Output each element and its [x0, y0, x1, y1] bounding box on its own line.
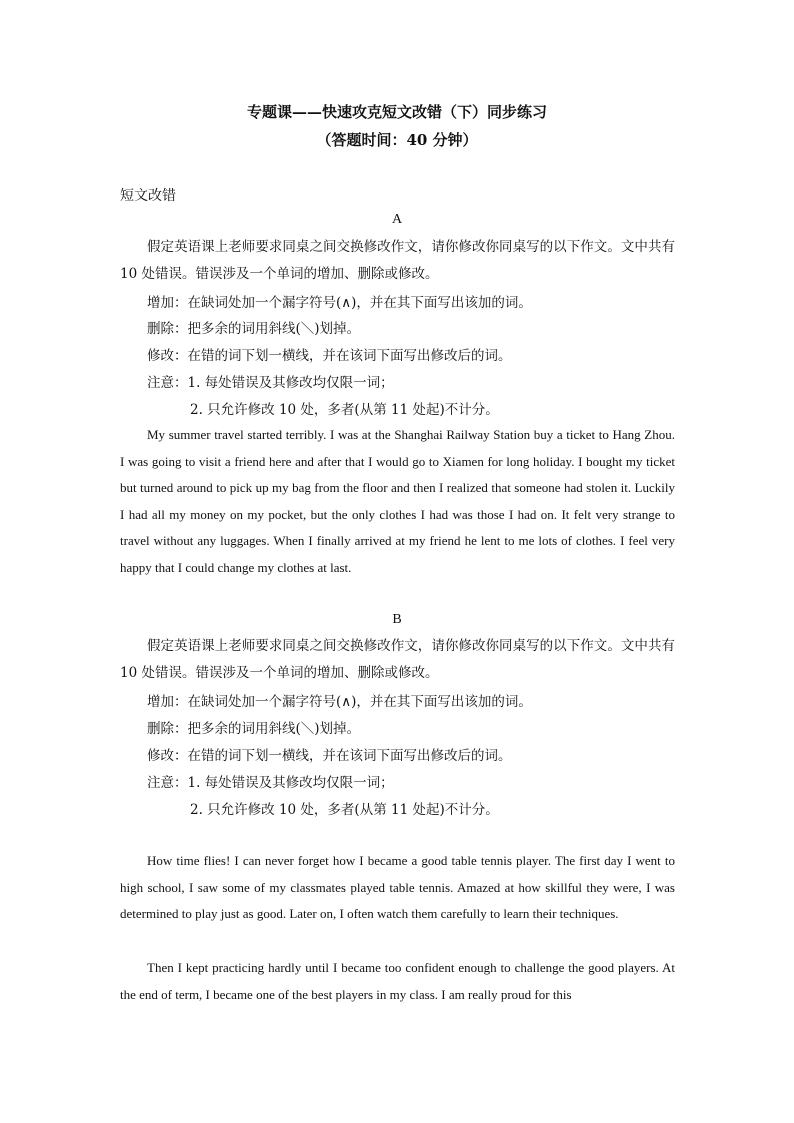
section-heading: 短文改错 [120, 188, 176, 204]
part-a-rule-modify: 修改：在错的词下划一横线，并在该词下面写出修改后的词。 [147, 348, 512, 364]
part-b-label: B [392, 612, 402, 627]
part-a-passage: My summer travel started terribly. I was at the Shanghai Railway Station buy a ticket to Hang Zhou. I was going to visit a friend here and after that I would go to Xiamen for long holiday. I bought my ticket but turned around to pick up my bag from the floor and then I realized that someone had stolen it. Luckily I had all my money on my pocket, but the only clothes I had was those I had on. It felt very strange to travel without any luggages. When I finally arrived at my friend he lent to me lots of clothes. I feel very happy that I could change my clothes at last. [120, 427, 675, 575]
part-b-note-1: 注意：1. 每处错误及其修改均仅限一词； [147, 775, 394, 791]
part-b-rule-add: 增加：在缺词处加一个漏字符号(∧)，并在其下面写出该加的词。 [147, 694, 532, 710]
part-b-rule-delete: 删除：把多余的词用斜线(＼)划掉。 [147, 721, 361, 737]
part-a-note-1: 注意：1. 每处错误及其修改均仅限一词； [147, 375, 394, 391]
part-b-passage-paragraph-1: How time flies! I can never forget how I became a good table tennis player. The first day I went to high school, I saw some of my classmates played table tennis. Amazed at how skillful they were, I was determined to play just as good. Later on, I often watch them carefully to learn their techniques. [120, 853, 675, 922]
part-a-rule-add: 增加：在缺词处加一个漏字符号(∧)，并在其下面写出该加的词。 [147, 295, 532, 311]
page-subtitle: （答题时间：40 分钟） [316, 131, 478, 149]
part-a-rule-delete: 删除：把多余的词用斜线(＼)划掉。 [147, 321, 361, 337]
part-b-note-2: 2. 只允许修改 10 处，多者(从第 11 处起)不计分。 [190, 802, 499, 818]
part-a-label: A [391, 212, 403, 227]
part-b-instructions: 假定英语课上老师要求同桌之间交换修改作文，请你修改你同桌写的以下作文。文中共有 10 处错误。错误涉及一个单词的增加、删除或修改。 [120, 638, 675, 681]
part-b-rule-modify: 修改：在错的词下划一横线，并在该词下面写出修改后的词。 [147, 748, 512, 764]
page-title: 专题课——快速攻克短文改错（下）同步练习 [246, 103, 547, 121]
part-a-note-2: 2. 只允许修改 10 处，多者(从第 11 处起)不计分。 [190, 402, 499, 418]
part-b-passage-paragraph-2: Then I kept practicing hardly until I became too confident enough to challenge the good players. At the end of term, I became one of the best players in my class. I am really proud for this [120, 960, 675, 1002]
part-a-instructions: 假定英语课上老师要求同桌之间交换修改作文，请你修改你同桌写的以下作文。文中共有 10 处错误。错误涉及一个单词的增加、删除或修改。 [120, 239, 675, 282]
